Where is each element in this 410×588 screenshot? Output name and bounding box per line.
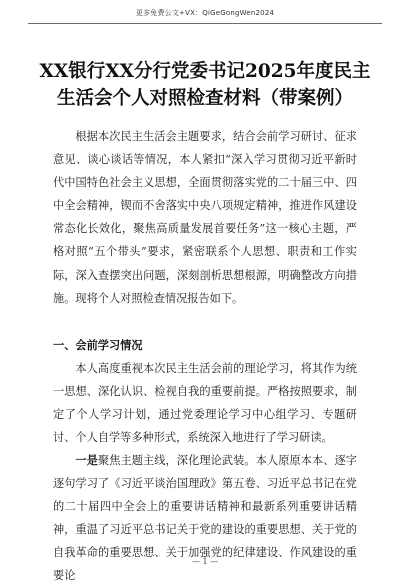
page-number: — 1 — — [191, 557, 219, 566]
intro-paragraph: 根据本次民主生活会主题要求，结合会前学习研讨、征求意见、谈心谈话等情况，本人紧扣“深入学习贯彻习近平新时代中国特色社会主义思想，全面贯彻落实党的二十届三中、四中全会精神，锲而不舍落实中央八项规定精神，推进作风建设常态化长效化，聚焦高质量发展首要任务”这一核心主题，严格对照“五个带头”要求，紧密联系个人思想、职责和工作实际，深入查摆突出问题，深刻剖析思想根源，明确整改方向措施。现将个人对照检查情况报告如下。 — [53, 130, 357, 305]
section-heading-1: 一、会前学习情况 — [53, 339, 143, 352]
section1-paragraph-1: 本人高度重视本次民主生活会前的理论学习，将其作为统一思想、深化认识、检视自我的重要前提。严格按照要求，制定了个人学习计划，通过党委理论学习中心组学习、专题研讨、个人自学等多种形式，系统深入地进行了学习研读。 — [53, 362, 357, 445]
document-title — [36, 58, 374, 112]
header-note: 更多免费公文+VX：QiGeGongWen2024 — [135, 9, 275, 17]
header-divider — [28, 23, 382, 24]
title-line-2: 生活会个人对照检查材料（带案例） — [56, 88, 353, 109]
title-line-1: XX银行XX分行党委书记2025年度民主 — [39, 61, 371, 82]
paragraph-lead: 一是 — [75, 454, 98, 467]
section1-paragraph-2 — [53, 449, 357, 588]
paragraph-body: 聚焦主题主线，深化理论武装。本人原原本本、逐字逐句学习了《习近平谈治国理政》第五卷、习近平总书记在党的二十届四中全会上的重要讲话精神和最新系列重要讲话精神，重温了习近平总书记关于党的建设的重要思想、关于党的自我革命的重要思想、关于加强党的纪律建设、作风建设的重要论 — [53, 454, 357, 583]
